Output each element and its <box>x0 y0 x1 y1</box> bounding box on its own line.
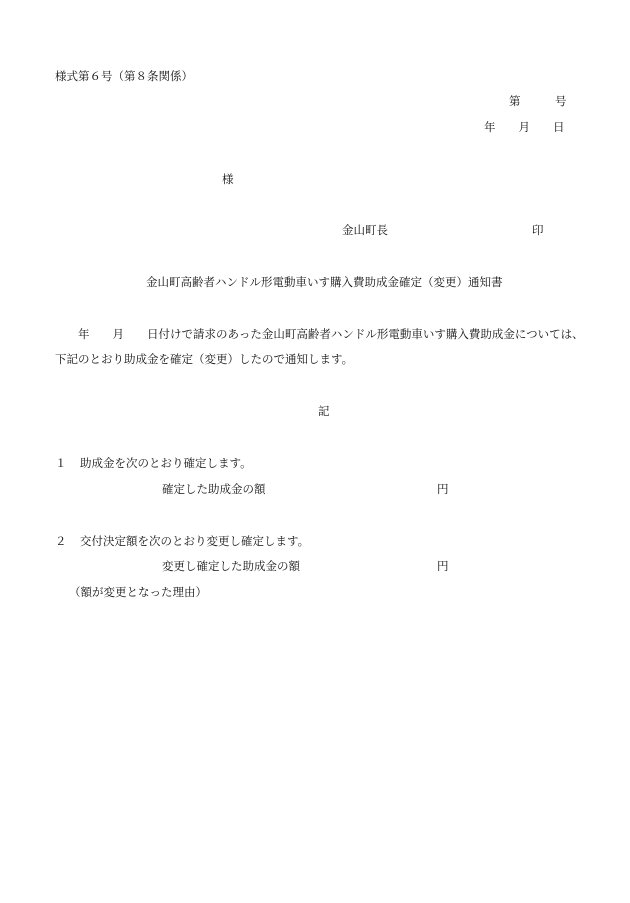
item1-unit: 円 <box>437 482 449 496</box>
form-id: 様式第６号（第８条関係） <box>55 69 193 83</box>
addressee-suffix: 様 <box>222 172 234 186</box>
document-date-label: 年 月 日 <box>484 120 565 134</box>
body-line-1: 年 月 日付けで請求のあった金山町高齢者ハンドル形電動車いす購入費助成金については、 <box>78 327 584 341</box>
item1-amount-label: 確定した助成金の額 <box>162 482 266 496</box>
issuer-name: 金山町長 <box>342 223 388 237</box>
ki-heading: 記 <box>318 404 330 418</box>
item2-text: 交付決定額を次のとおり変更し確定します。 <box>80 534 310 548</box>
seal-mark: 印 <box>532 223 544 237</box>
item2-amount-label: 変更し確定した助成金の額 <box>162 559 300 573</box>
item2-reason-label: （額が変更となった理由） <box>69 585 207 599</box>
document-number-label: 第 号 <box>509 94 567 108</box>
body-line-2: 下記のとおり助成金を確定（変更）したので通知します。 <box>55 352 354 366</box>
item1-number: １ <box>55 456 67 470</box>
item1-text: 助成金を次のとおり確定します。 <box>80 456 252 470</box>
document-title: 金山町高齢者ハンドル形電動車いす購入費助成金確定（変更）通知書 <box>146 275 503 289</box>
item2-unit: 円 <box>437 559 449 573</box>
item2-number: ２ <box>55 534 67 548</box>
